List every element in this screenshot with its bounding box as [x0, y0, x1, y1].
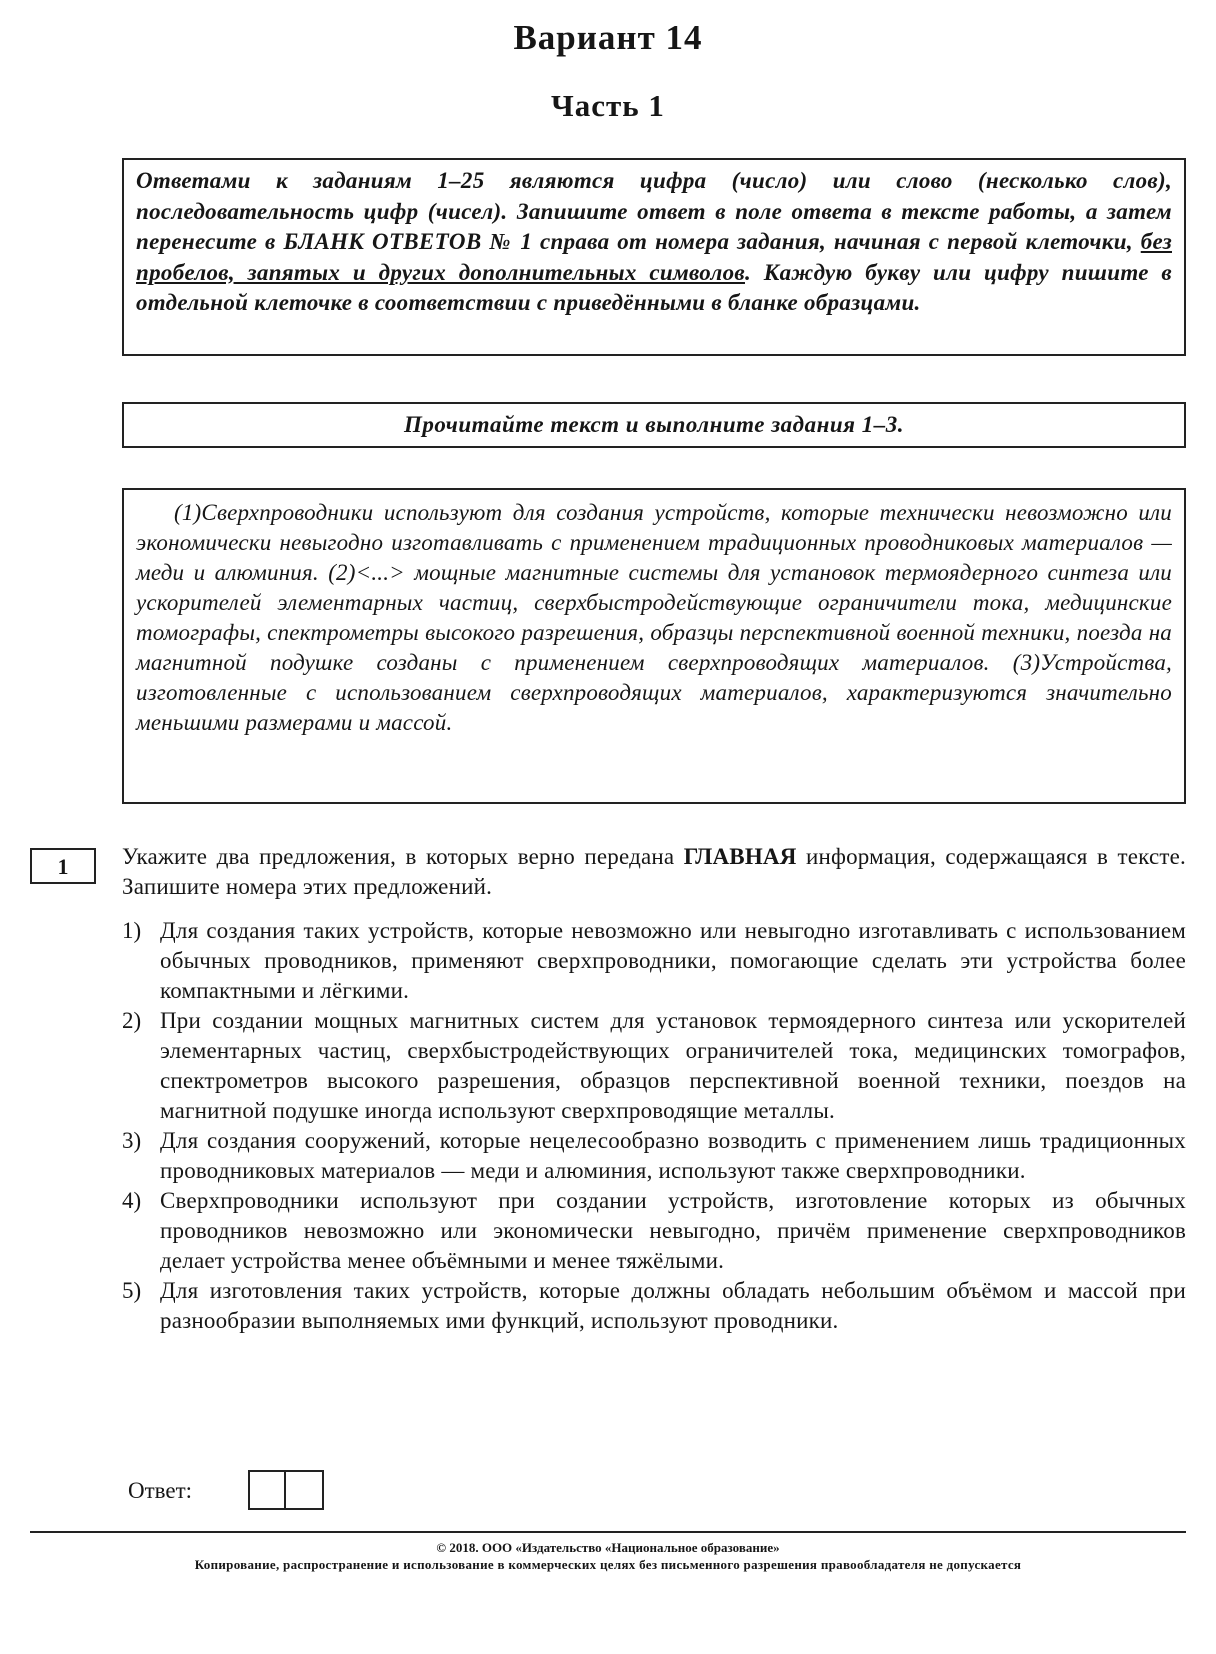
passage-box: (1)Сверхпроводники используют для создания устройств, которые технически невозможно или экономически невыгодно изготавливать с применением традиционных проводниковых материалов — меди и алюминия. (2)<...> мощные магнитные системы для установок термоядерного синтеза или ускорителей элементарных частиц, сверхбыстродействующие ограничители тока, медицинские томографы, спектрометры высокого разрешения, образцы перспективной военной техники, поезда на магнитной подушке созданы с применением сверхпроводящих материалов. (3)Устройства, изготовленные с использованием сверхпроводящих материалов, характеризуются значительно меньшими размерами и массой. [122, 488, 1186, 804]
option-text: Для создания сооружений, которые нецелесообразно возводить с применением лишь традиционных проводниковых материалов — меди и алюминия, используют также сверхпроводники. [160, 1128, 1186, 1183]
footer-copyright: © 2018. ООО «Издательство «Национальное образование» [436, 1540, 780, 1555]
read-instruction-box [122, 402, 1186, 448]
instructions-text: Ответами к заданиям 1–25 являются цифра (число) или слово (несколько слов), последовательность цифр (чисел). Запишите ответ в поле ответа в тексте работы, а затем перенесите в БЛАНК ОТВЕТОВ № 1 справа от номера задания, начиная с первой клеточки, [136, 168, 1172, 254]
option-text: Сверхпроводники используют при создании устройств, изготовление которых из обычных проводников невозможно или экономически невыгодно, причём применение сверхпроводников делает устройства менее объёмными и менее тяжёлыми. [160, 1188, 1186, 1273]
variant-title: Вариант 14 [513, 18, 703, 57]
instructions-text-end: . Каждую букву или цифру пишите в отдельной клеточке в соответствии с приведёнными в бланке образцами. [136, 259, 1172, 315]
read-instruction: Прочитайте текст и выполните задания 1–3. [403, 412, 904, 437]
option-text: Для изготовления таких устройств, которые должны обладать небольшим объёмом и массой при разнообразии выполняемых ими функций, используют проводники. [160, 1278, 1186, 1333]
option-number: 5) [122, 1278, 142, 1303]
question-text: Укажите два предложения, в которых верно передана [122, 844, 684, 869]
footer-notice: Копирование, распространение и использование в коммерческих целях без письменного разрешения правообладателя не допускается [194, 1557, 1022, 1572]
option-3 [122, 1126, 1186, 1186]
task-question [122, 842, 1186, 902]
question-bold: ГЛАВНАЯ [683, 844, 797, 869]
task-number: 1 [30, 848, 96, 884]
option-number: 4) [122, 1188, 142, 1213]
option-text: При создании мощных магнитных систем для установок термоядерного синтеза или ускорителей элементарных частиц, сверхбыстродействующих ограничителей тока, медицинских томографов, спектрометров высокого разрешения, образцов перспективной военной техники, поездов на магнитной подушке иногда используют сверхпроводящие металлы. [160, 1008, 1186, 1123]
answer-cell[interactable] [248, 1470, 286, 1510]
answer-cell[interactable] [286, 1470, 324, 1510]
option-number: 3) [122, 1128, 142, 1153]
instructions-underlined: без пробелов, запятых и других дополнительных символов [136, 229, 1172, 285]
instructions-box [122, 158, 1186, 356]
option-number: 1) [122, 918, 142, 943]
option-1 [122, 916, 1186, 1006]
option-4 [122, 1186, 1186, 1276]
option-5 [122, 1276, 1186, 1336]
option-2 [122, 1006, 1186, 1126]
question-text-end: информация, содержащаяся в тексте. Запишите номера этих предложений. [122, 844, 1186, 899]
option-text: Для создания таких устройств, которые невозможно или невыгодно изготавливать с использованием обычных проводников, применяют сверхпроводники, помогающие сделать эти устройства более компактными и лёгкими. [160, 918, 1186, 1003]
part-title: Часть 1 [551, 88, 665, 123]
answer-options [122, 916, 1186, 1336]
answer-cells [248, 1470, 324, 1510]
answer-label: Ответ: [128, 1478, 193, 1503]
footer-divider [30, 1531, 1186, 1533]
option-number: 2) [122, 1008, 142, 1033]
